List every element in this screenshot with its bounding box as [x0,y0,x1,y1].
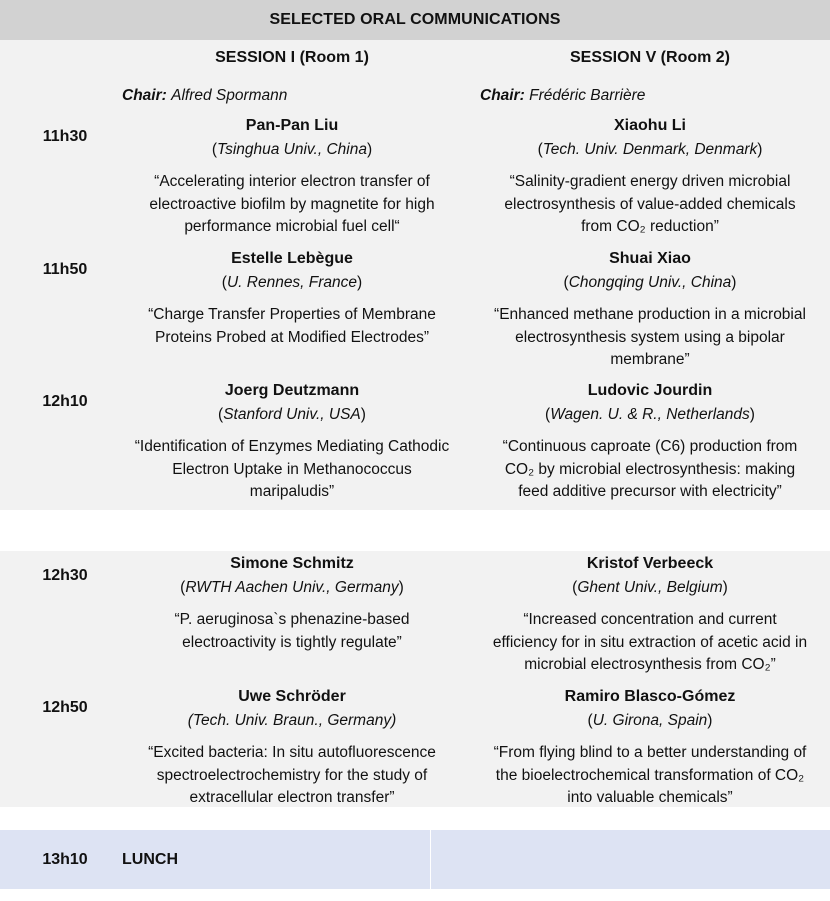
talk-line: electroactive biofilm by magnetite for high [149,195,435,213]
speaker-name: Shuai Xiao [609,250,691,267]
talk-line: electrosynthesis of value-added chemicals [504,195,796,213]
talk-line: spectroelectrochemistry for the study of [156,766,428,784]
lunch-divider [430,830,431,889]
slot-time: 12h30 [42,567,88,584]
session-left-chair [122,85,287,107]
section-title: SELECTED ORAL COMMUNICATIONS [269,11,561,28]
section-header [0,0,830,40]
speaker-name: Simone Schmitz [230,555,354,572]
talk-line: “Accelerating interior electron transfer of [154,173,430,190]
affiliation-text: Chongqing Univ., China [568,274,732,291]
lunch-time: 13h10 [42,851,88,868]
talk-title [112,304,472,349]
talk-title [112,742,472,810]
talk-line: maripaludis” [249,483,335,500]
talk-line: efficiency for in situ extraction of acetic acid in [492,633,808,651]
slot-time: 11h30 [42,128,88,145]
affiliation-text: Tech. Univ. Denmark, Denmark [542,141,758,158]
speaker-affiliation: (Tsinghua Univ., China) [211,141,373,158]
chair-name: Frédéric Barrière [529,87,646,104]
talk-title [112,436,472,504]
speaker-affiliation: (Ghent Univ., Belgium) [572,579,728,596]
session-right-chair [480,85,645,107]
talk-title [112,609,472,654]
talk-title [470,171,830,239]
affiliation-text: U. Rennes, France [226,274,358,291]
speaker-affiliation: (U. Girona, Spain) [587,712,713,729]
speaker-affiliation: (Tech. Univ. Denmark, Denmark) [537,141,763,158]
chair-name: Alfred Spormann [171,87,288,104]
affiliation-text: Stanford Univ., USA [223,406,361,423]
talk-line: electrosynthesis system using a bipolar [515,328,785,346]
talk-line: performance microbial fuel cell“ [184,218,400,235]
talk-line: “Identification of Enzymes Mediating Cathodic [134,438,450,455]
speaker-affiliation [112,710,472,732]
affiliation-text: Wagen. U. & R., Netherlands [550,406,750,423]
talk-line: “Excited bacteria: In situ autofluorescence [148,744,436,761]
affiliation-text: Tsinghua Univ., China [217,141,367,158]
speaker-affiliation: (Stanford Univ., USA) [218,406,366,423]
talk-title [470,304,830,372]
speaker-name: Xiaohu Li [614,117,686,134]
talk-line: from CO₂ reduction” [581,218,719,235]
speaker-name: Estelle Lebègue [231,250,353,267]
talk-line: CO₂ by microbial electrosynthesis: making [504,460,796,478]
affiliation-text: (Tech. Univ. Braun., Germany) [187,712,397,729]
slot-time: 12h10 [42,393,88,410]
talk-line: Electron Uptake in Methanococcus [172,460,412,478]
speaker-name: Joerg Deutzmann [224,382,360,399]
talk-line: “Enhanced methane production in a microbial [494,306,806,323]
affiliation-text: RWTH Aachen Univ., Germany [185,579,399,596]
talk-line: microbial electrosynthesis from CO₂” [524,656,776,673]
talk-line: “Increased concentration and current [523,611,777,628]
chair-label: Chair: [480,87,525,104]
session-right-title: SESSION V (Room 2) [569,49,731,66]
talk-line: “Continuous caproate (C6) production from [502,438,798,455]
talk-line: “Salinity-gradient energy driven microbial [509,173,791,190]
talk-title [470,742,830,810]
talk-line: feed additive precursor with electricity” [518,483,782,500]
speaker-name: Ramiro Blasco-Gómez [564,688,736,705]
talk-line: membrane” [610,351,690,368]
talk-line: into valuable chemicals” [567,789,733,806]
speaker-affiliation: (Wagen. U. & R., Netherlands) [545,406,755,423]
slot-time: 11h50 [42,261,88,278]
lunch-label: LUNCH [122,851,178,868]
talk-title [112,171,472,239]
talk-line: electroactivity is tightly regulate” [182,633,402,651]
speaker-name: Ludovic Jourdin [587,382,713,399]
speaker-name: Uwe Schröder [238,688,346,705]
talk-line: “P. aeruginosa`s phenazine-based [174,611,410,628]
chair-label: Chair: [122,87,167,104]
session-left-title: SESSION I (Room 1) [215,49,369,66]
speaker-affiliation: (RWTH Aachen Univ., Germany) [180,579,404,596]
speaker-affiliation: (U. Rennes, France) [221,274,363,291]
talk-line: extracellular electron transfer” [189,789,395,806]
talk-title [470,436,830,504]
talk-line: “Charge Transfer Properties of Membrane [148,306,436,323]
speaker-name: Kristof Verbeeck [586,555,714,572]
speaker-affiliation: (Chongqing Univ., China) [563,274,737,291]
talk-line: the bioelectrochemical transformation of CO₂ [495,766,805,784]
talk-line: Proteins Probed at Modified Electrodes” [155,328,429,346]
talk-line: “From flying blind to a better understanding of [493,744,807,761]
affiliation-text: U. Girona, Spain [592,712,708,729]
slot-time: 12h50 [42,699,88,716]
talk-title [470,609,830,677]
affiliation-text: Ghent Univ., Belgium [577,579,723,596]
speaker-name: Pan-Pan Liu [245,117,339,134]
